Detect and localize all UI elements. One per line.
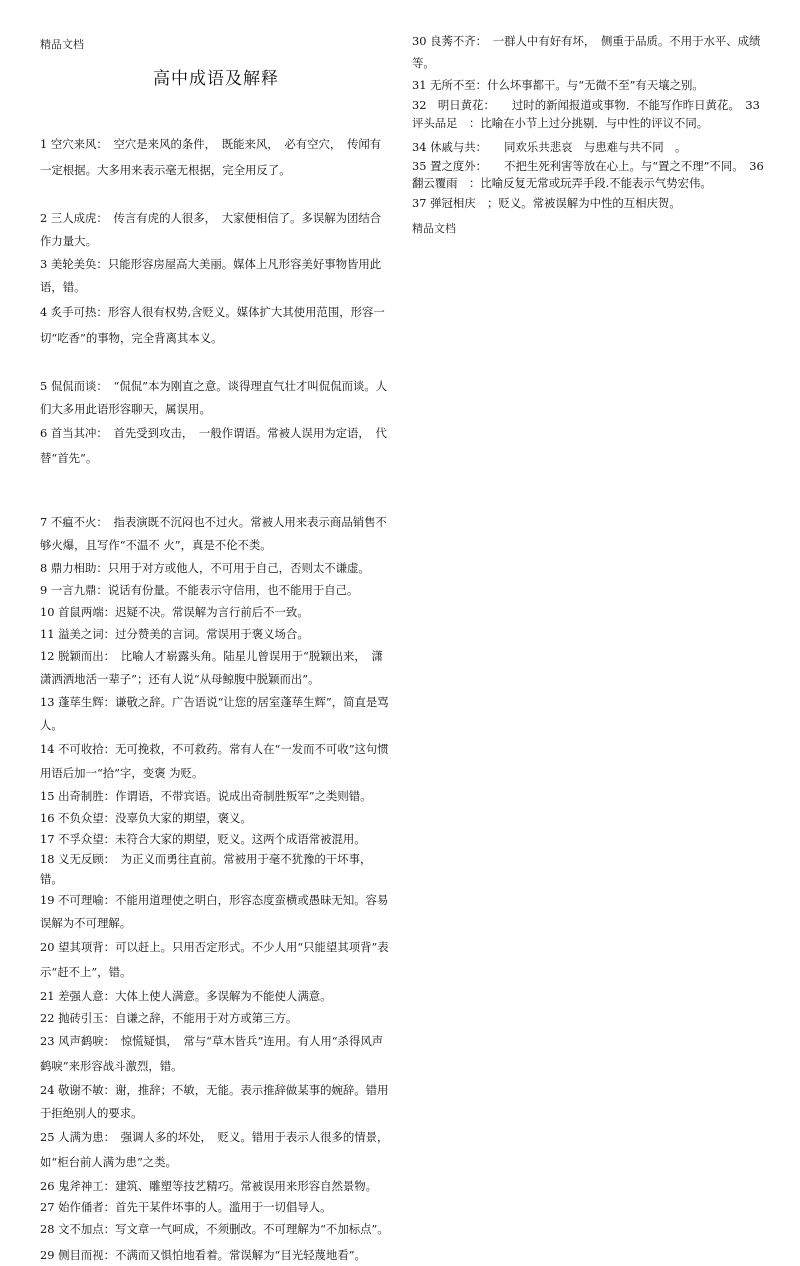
- idiom-entry: 28 文不加点：写文章一气呵成，不须删改。不可理解为“不加标点”。: [40, 1222, 389, 1236]
- right-column: [412, 30, 776, 236]
- idiom-entry: 13 蓬荜生辉：谦敬之辞。广告语说“让您的居室蓬荜生辉”，简直是骂人。: [40, 695, 389, 732]
- idiom-entry: 11 溢美之词：过分赞美的言词。常误用于褒义场合。: [40, 627, 309, 641]
- idiom-entry: 22 抛砖引玉：自谦之辞，不能用于对方或第三方。: [40, 1011, 298, 1025]
- idiom-entry: 21 差强人意：大体上使人满意。多误解为不能使人满意。: [40, 989, 332, 1003]
- idiom-entry: 24 敬谢不敏：谢，推辞；不敏，无能。表示推辞做某事的婉辞。错用于拒绝别人的要求。: [40, 1083, 389, 1120]
- page-header: 精品文档: [40, 38, 84, 51]
- idiom-entry: 25 人满为患： 强调人多的坏处， 贬义。错用于表示人很多的情景， 如“柜台前人满为患”之类。: [40, 1130, 395, 1169]
- idiom-entry: 7 不瘟不火： 指表演既不沉闷也不过火。常被人用来表示商品销售不够火爆，且写作“不温不 火”，真是不伦不类。: [40, 515, 387, 552]
- idiom-entry: 4 炙手可热：形容人很有权势,含贬义。媒体扩大其使用范围，形容一切“吃香”的事物，完全背离其本义。: [40, 305, 385, 345]
- idiom-entry: 2 三人成虎： 传言有虎的人很多， 大家便相信了。多误解为团结合作力量大。: [40, 211, 382, 248]
- idiom-entry: 32 明日黄花： 过时的新闻报道或事物．不能写作昨日黄花。 33 评头品足 ：比喻在小节上过分挑剔．与中性的评议不同。: [412, 98, 772, 130]
- idiom-entry: 5 侃侃而谈： “侃侃”本为刚直之意。谈得理直气壮才叫侃侃而谈。人们大多用此语形容聊天，属误用。: [40, 379, 388, 416]
- document-title: 高中成语及解释: [153, 69, 279, 89]
- idiom-entry: 31 无所不至：什么坏事都干。与“无微不至”有天壤之别。: [412, 78, 704, 92]
- left-column: [40, 36, 395, 1266]
- idiom-entry: 8 鼎力相助：只用于对方或他人，不可用于自己，否则太不谦虚。: [40, 561, 370, 575]
- page-footer: 精品文档: [412, 222, 456, 235]
- idiom-list-right: [412, 30, 776, 214]
- idiom-entry: 23 风声鹤唳： 惊慌疑惧， 常与“草木皆兵”连用。有人用“杀得风声鹤唳”来形容战斗激烈，错。: [40, 1034, 384, 1073]
- idiom-entry: 12 脱颖而出： 比喻人才崭露头角。陆星儿曾误用于“脱颖出来， 潇潇洒洒地活一辈子”；还有人说“从母鲸腹中脱颖而出”。: [40, 649, 383, 686]
- idiom-entry: 3 美轮美奂：只能形容房屋高大美丽。媒体上凡形容美好事物皆用此语，错。: [40, 257, 382, 294]
- idiom-entry: 29 侧目而视：不满而又惧怕地看着。常误解为“目光轻蔑地看”。: [40, 1248, 366, 1262]
- idiom-entry: 27 始作俑者：首先干某件坏事的人。滥用于一切倡导人。: [40, 1200, 332, 1214]
- idiom-entry: 14 不可收拾：无可挽救，不可救药。常有人在“一发而不可收”这句惯用语后加一“拾”字，变褒 为贬。: [40, 742, 389, 780]
- idiom-entry: 30 良莠不齐： 一群人中有好有坏， 侧重于品质。不用于水平、成绩等。: [412, 34, 761, 70]
- idiom-entry: 17 不孚众望：未符合大家的期望，贬义。这两个成语常被混用。: [40, 832, 366, 846]
- idiom-entry: 10 首鼠两端：迟疑不决。常误解为言行前后不一致。: [40, 605, 309, 619]
- idiom-entry: 20 望其项背：可以赶上。只用否定形式。不少人用“只能望其项背”表示“赶不上”，错。: [40, 940, 389, 979]
- idiom-entry: 16 不负众望：没辜负大家的期望，褒义。: [40, 811, 252, 825]
- idiom-entry: 26 鬼斧神工：建筑、雕塑等技艺精巧。常被误用来形容自然景物。: [40, 1179, 378, 1193]
- idiom-entry: 35 置之度外： 不把生死利害等放在心上。与“置之不理”不同。 36 翻云覆雨 ：比喻反复无常或玩弄手段.不能表示气势宏伟。: [412, 159, 776, 190]
- idiom-entry: 34 休戚与共： 同欢乐共悲哀 与患难与共不同 。: [412, 140, 687, 154]
- idiom-entry: 19 不可理喻：不能用道理使之明白，形容态度蛮横或愚昧无知。容易误解为不可理解。: [40, 893, 389, 930]
- idiom-entry: 9 一言九鼎：说话有份量。不能表示守信用，也不能用于自己。: [40, 583, 359, 597]
- idiom-entry: 1 空穴来风： 空穴是来风的条件， 既能来风， 必有空穴， 传闻有一定根据。大多用来表示毫无根据，完全用反了。: [40, 137, 382, 177]
- idiom-list-left: [40, 131, 395, 1266]
- idiom-entry: 15 出奇制胜：作谓语，不带宾语。说成出奇制胜叛军”之类则错。: [40, 789, 372, 803]
- idiom-entry: 18 义无反顾： 为正义而勇往直前。常被用于毫不犹豫的干坏事， 错。: [40, 852, 378, 886]
- idiom-entry: 37 弹冠相庆 ；贬义。常被误解为中性的互相庆贺。: [412, 196, 681, 210]
- idiom-entry: 6 首当其冲： 首先受到攻击， 一般作谓语。常被人误用为定语， 代替“首先”。: [40, 426, 387, 465]
